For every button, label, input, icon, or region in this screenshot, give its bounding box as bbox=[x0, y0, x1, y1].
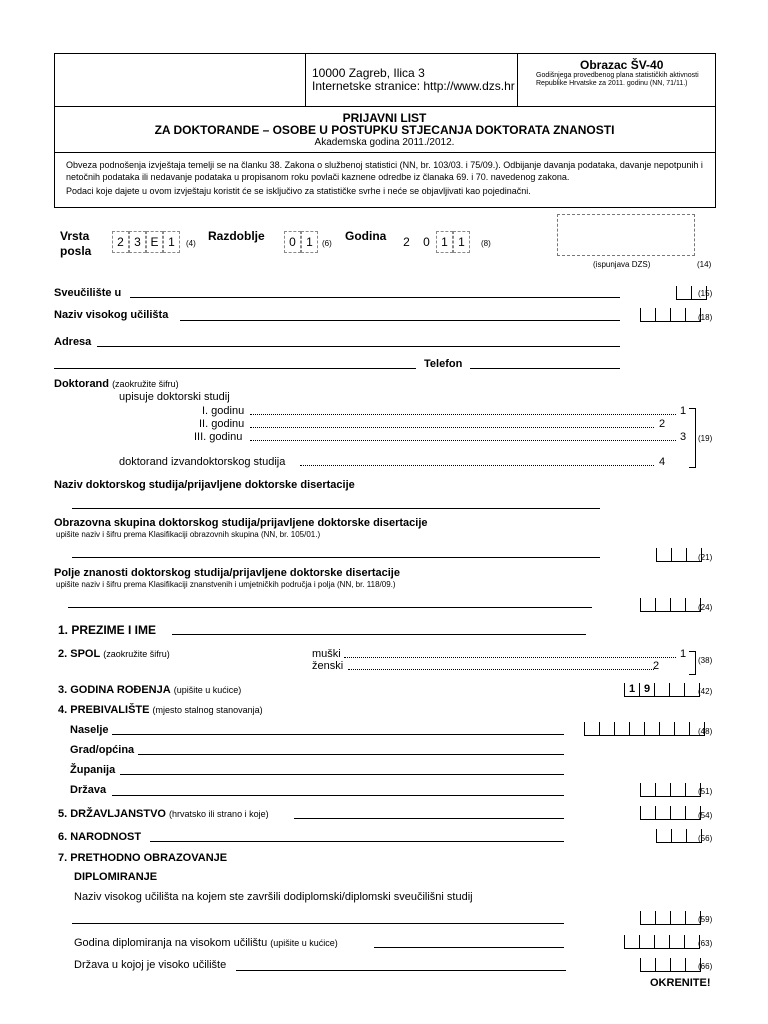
spol-note: (zaokružite šifru) bbox=[103, 649, 170, 659]
rodjenje-note: (upišite u kućice) bbox=[173, 685, 242, 695]
drzava-boxes[interactable] bbox=[640, 783, 701, 797]
razdoblje-digit-1[interactable]: 0 bbox=[284, 231, 301, 253]
header-divider-h2 bbox=[54, 152, 715, 153]
godina-dipl-code: (63) bbox=[698, 939, 713, 948]
godina3-label: III. godinu bbox=[194, 431, 243, 443]
header-divider-v2 bbox=[517, 53, 518, 106]
godina-label: Godina bbox=[345, 229, 387, 243]
godina2-label: II. godinu bbox=[199, 418, 245, 430]
rodjenje-box-3[interactable] bbox=[654, 683, 669, 696]
godina-dipl-label bbox=[74, 937, 338, 949]
drzava-input[interactable] bbox=[112, 795, 564, 796]
vrsta-digit-1[interactable]: 2 bbox=[112, 231, 129, 253]
drzava-vu-label: Država u kojoj je visoko učilište bbox=[74, 959, 227, 971]
naziv-ucilista-boxes[interactable] bbox=[640, 308, 701, 322]
drzava-vu-code: (66) bbox=[698, 962, 713, 971]
naziv-vu-boxes[interactable] bbox=[640, 911, 701, 925]
drzava-label: Država bbox=[70, 784, 107, 796]
rodjenje-title: 3. GODINA ROĐENJA bbox=[58, 684, 171, 696]
naziv-ucilista-code: (18) bbox=[698, 313, 713, 322]
muski-label: muški bbox=[312, 648, 341, 660]
privacy-text: Podaci koje dajete u ovom izvještaju koristit će se isključivo za statističke svrhe i neće se objavljivati kao pojedinačni. bbox=[66, 186, 531, 196]
obrazovna-code: (21) bbox=[698, 553, 713, 562]
izvan-dots bbox=[300, 465, 654, 466]
doktorand-note: (zaokružite šifru) bbox=[112, 379, 179, 389]
sveuciliste-label: Sveučilište u bbox=[54, 287, 122, 299]
rodjenje-label bbox=[58, 684, 241, 696]
header-divider-h1 bbox=[54, 106, 715, 107]
doktorand-code: (19) bbox=[698, 434, 713, 443]
rodjenje-box-2[interactable]: 9 bbox=[639, 683, 654, 696]
polje-note: upišite naziv i šifru prema Klasifikaciji znanstvenih i umjetničkih područja i polja (NN, br. 118/09.) bbox=[56, 580, 396, 589]
prezime-label: 1. PREZIME I IME bbox=[58, 623, 157, 637]
drzava-vu-input[interactable] bbox=[236, 970, 566, 971]
okrenite-label: OKRENITE! bbox=[650, 977, 711, 989]
rodjenje-boxes[interactable] bbox=[624, 683, 700, 697]
godina-digit-2[interactable]: 0 bbox=[423, 235, 430, 249]
sveuciliste-input[interactable] bbox=[130, 297, 620, 298]
naziv-vu-code: (59) bbox=[698, 915, 713, 924]
prebivaliste-title: 4. PREBIVALIŠTE bbox=[58, 704, 150, 716]
rodjenje-box-1[interactable]: 1 bbox=[624, 683, 639, 696]
naselje-code: (48) bbox=[698, 727, 713, 736]
grad-label: Grad/općina bbox=[70, 744, 135, 756]
header-address: 10000 Zagreb, Ilica 3 bbox=[312, 66, 425, 80]
form-code: Obrazac ŠV-40 bbox=[580, 58, 664, 72]
godina1-dots bbox=[250, 414, 676, 415]
prezime-input[interactable] bbox=[172, 634, 586, 635]
drzava-code: (51) bbox=[698, 787, 713, 796]
naselje-label: Naselje bbox=[70, 724, 109, 736]
razdoblje-digit-2[interactable]: 1 bbox=[301, 231, 318, 253]
drzavljanstvo-label bbox=[58, 808, 269, 820]
obrazovna-note: upišite naziv i šifru prema Klasifikaciji obrazovnih skupina (NN, br. 105/01.) bbox=[56, 530, 321, 539]
vrsta-posla-label: Vrsta posla bbox=[60, 229, 92, 258]
godina-code: (8) bbox=[481, 239, 491, 248]
diplomiranje-label: DIPLOMIRANJE bbox=[74, 871, 158, 883]
godina1-num[interactable]: 1 bbox=[680, 405, 687, 417]
godina-dipl-title: Godina diplomiranja na visokom učilištu bbox=[74, 937, 268, 949]
naziv-ucilista-input[interactable] bbox=[180, 320, 620, 321]
godina1-label: I. godinu bbox=[202, 405, 245, 417]
godina-digit-3[interactable]: 1 bbox=[436, 231, 453, 253]
zupanija-label: Županija bbox=[70, 764, 116, 776]
naziv-studija-input[interactable] bbox=[72, 508, 600, 509]
obrazovanje-label: 7. PRETHODNO OBRAZOVANJE bbox=[58, 852, 228, 864]
adresa-input-2[interactable] bbox=[54, 368, 416, 369]
zenski-num[interactable]: 2 bbox=[653, 660, 660, 672]
form-subtitle: ZA DOKTORANDE – OSOBE U POSTUPKU STJECANJA DOKTORATA ZNANOSTI bbox=[154, 123, 615, 137]
narodnost-boxes[interactable] bbox=[656, 829, 702, 843]
form-title: PRIJAVNI LIST bbox=[342, 111, 427, 125]
drzavljanstvo-title: 5. DRŽAVLJANSTVO bbox=[58, 808, 166, 820]
spol-label bbox=[58, 648, 170, 660]
obligation-text: Obveza podnošenja izvještaja temelji se na članku 38. Zakona o službenoj statistici (NN, br. 103/03. i 75/09.). Odbijanje davanja podataka, davanje nepotpunih i netočnih podataka ili nedavanje podataka u propisanom roku povlači kaznene odredbe iz članaka 69. i 70. navedenog zakona. bbox=[66, 160, 703, 182]
telefon-input[interactable] bbox=[470, 368, 620, 369]
rodjenje-code: (42) bbox=[698, 687, 713, 696]
godina-dipl-note: (upišite u kućice) bbox=[270, 938, 338, 948]
muski-dots bbox=[344, 657, 676, 658]
header-divider-v1 bbox=[305, 53, 306, 106]
naselje-input[interactable] bbox=[112, 734, 564, 735]
drzavljanstvo-code: (54) bbox=[698, 811, 713, 820]
adresa-label: Adresa bbox=[54, 336, 92, 348]
polje-code: (24) bbox=[698, 603, 713, 612]
godina2-num[interactable]: 2 bbox=[659, 418, 666, 430]
godina3-dots bbox=[250, 440, 676, 441]
polje-boxes[interactable] bbox=[640, 598, 701, 612]
naziv-studija-label: Naziv doktorskog studija/prijavljene doktorske disertacije bbox=[54, 479, 355, 491]
zupanija-input[interactable] bbox=[120, 774, 564, 775]
dzs-note: (ispunjava DZS) bbox=[593, 260, 651, 269]
dzs-box bbox=[557, 214, 695, 256]
drzavljanstvo-input[interactable] bbox=[294, 818, 564, 819]
naziv-ucilista-label: Naziv visokog učilišta bbox=[54, 309, 169, 321]
obrazovna-input[interactable] bbox=[72, 557, 600, 558]
doktorand-label bbox=[54, 378, 179, 390]
godina-digit-4[interactable]: 1 bbox=[453, 231, 470, 253]
naziv-vu-label: Naziv visokog učilišta na kojem ste završili dodiplomski/diplomski sveučilišni studij bbox=[74, 891, 473, 903]
narodnost-code: (56) bbox=[698, 834, 713, 843]
obrazovna-boxes[interactable] bbox=[656, 548, 702, 562]
vrsta-digit-4[interactable]: 1 bbox=[163, 231, 180, 253]
naselje-boxes[interactable] bbox=[584, 722, 705, 736]
izvan-label: doktorand izvandoktorskog studija bbox=[119, 456, 286, 468]
polje-label: Polje znanosti doktorskog studija/prijavljene doktorske disertacije bbox=[54, 567, 400, 579]
prebivaliste-label bbox=[58, 704, 263, 716]
godina-dipl-input[interactable] bbox=[374, 947, 564, 948]
godina2-dots bbox=[250, 427, 654, 428]
header-website: Internetske stranice: http://www.dzs.hr bbox=[312, 79, 515, 93]
drzavljanstvo-note: (hrvatsko ili strano i koje) bbox=[169, 809, 269, 819]
spol-code: (38) bbox=[698, 656, 713, 665]
godina-dipl-boxes[interactable] bbox=[624, 935, 700, 949]
academic-year: Akademska godina 2011./2012. bbox=[314, 137, 455, 148]
godina3-num[interactable]: 3 bbox=[680, 431, 687, 443]
grad-input[interactable] bbox=[138, 754, 564, 755]
drzava-vu-boxes[interactable] bbox=[640, 958, 701, 972]
spol-title: 2. SPOL bbox=[58, 648, 101, 660]
razdoblje-label: Razdoblje bbox=[208, 229, 265, 243]
form-note: Godišnjega provedbenog plana statističkih aktivnosti Republike Hrvatske za 2011. godinu (NN, 71/11.) bbox=[536, 72, 699, 87]
naziv-vu-input[interactable] bbox=[72, 923, 564, 924]
zenski-label: ženski bbox=[312, 660, 344, 672]
upisuje-label: upisuje doktorski studij bbox=[119, 391, 230, 403]
vrsta-digit-2[interactable]: 3 bbox=[129, 231, 146, 253]
izvan-num[interactable]: 4 bbox=[659, 456, 666, 468]
vrsta-digit-3[interactable]: E bbox=[146, 231, 163, 253]
doktorand-title: Doktorand bbox=[54, 378, 109, 390]
telefon-label: Telefon bbox=[424, 358, 463, 370]
zenski-dots bbox=[348, 669, 654, 670]
narodnost-input[interactable] bbox=[150, 841, 564, 842]
obrazovna-label: Obrazovna skupina doktorskog studija/prijavljene doktorske disertacije bbox=[54, 517, 428, 529]
vrsta-code: (4) bbox=[186, 239, 196, 248]
polje-input[interactable] bbox=[68, 607, 592, 608]
godina-digit-1[interactable]: 2 bbox=[403, 235, 410, 249]
sveuciliste-code: (15) bbox=[698, 289, 713, 298]
rodjenje-box-4[interactable] bbox=[669, 683, 684, 696]
adresa-input[interactable] bbox=[97, 346, 620, 347]
narodnost-label: 6. NARODNOST bbox=[58, 831, 142, 843]
dzs-code: (14) bbox=[697, 260, 712, 269]
prebivaliste-note: (mjesto stalnog stanovanja) bbox=[152, 705, 263, 715]
doktorand-bracket bbox=[689, 408, 696, 468]
razdoblje-code: (6) bbox=[322, 239, 332, 248]
drzavljanstvo-boxes[interactable] bbox=[640, 806, 701, 820]
spol-bracket bbox=[689, 651, 696, 675]
muski-num[interactable]: 1 bbox=[680, 648, 687, 660]
